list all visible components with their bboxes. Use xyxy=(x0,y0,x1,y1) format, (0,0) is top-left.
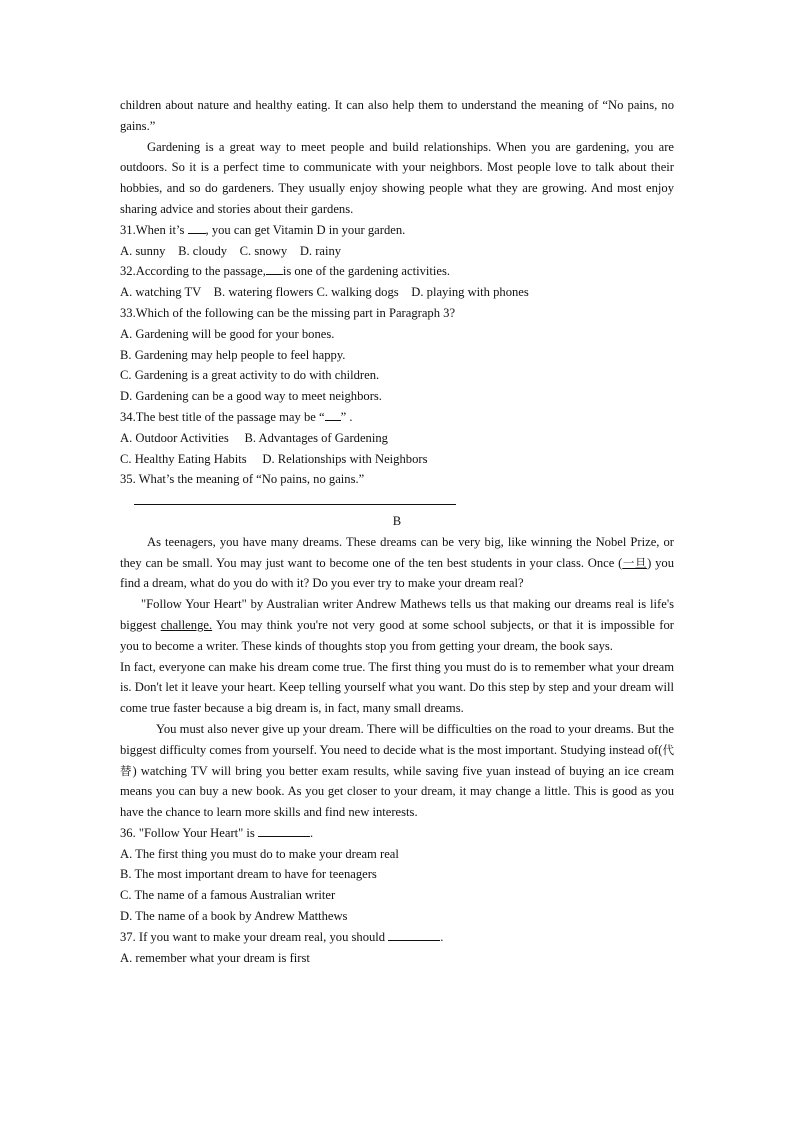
question-37-option-a: A. remember what your dream is first xyxy=(120,950,310,965)
passage-b-once-end: ) you find a dream, what do you do with it? Do you ever try to make your dream real? xyxy=(120,555,674,591)
passage-a-paragraph-end: children about nature and healthy eating. It can also help them to understand the meaning of “No pains, no gains.” xyxy=(120,98,674,133)
question-37-stem-end: . xyxy=(440,929,444,944)
question-36-stem: 36. "Follow Your Heart" is xyxy=(120,825,258,840)
question-35-answer-line xyxy=(120,490,674,511)
question-36-option-a: A. The first thing you must do to make your dream real xyxy=(120,846,399,861)
question-33-option-d: D. Gardening can be a good way to meet neighbors. xyxy=(120,389,382,404)
answer-blank xyxy=(258,823,310,837)
answer-blank xyxy=(325,407,341,421)
section-b-heading: B xyxy=(392,513,402,528)
answer-blank xyxy=(188,220,206,234)
question-32-stem-start: 32.According to the passage, xyxy=(120,264,266,279)
passage-b-paragraph-2-start: "Follow Your Heart" by Australian writer Andrew Mathews tells us that making our dreams real is life's biggest xyxy=(120,597,674,632)
passage-b-once-start: Once ( xyxy=(587,555,623,570)
question-36-stem-end: . xyxy=(309,825,314,840)
question-33-stem: 33.Which of the following can be the missing part in Paragraph 3? xyxy=(120,305,456,320)
question-32-stem-end: is one of the gardening activities. xyxy=(282,264,451,279)
question-33-option-a: A. Gardening will be good for your bones. xyxy=(120,326,335,341)
passage-a-paragraph-gardening: Gardening is a great way to meet people and build relationships. When you are gardening, you are outdoors. So it is a perfect time to communicate with your neighbors. Most people love to talk about their hobbies, and so do gardeners. They usually enjoy showing people what they are growing. And most enjoy sharing advice and stories about their gardens. xyxy=(120,139,674,216)
answer-rule xyxy=(134,504,456,505)
passage-b-paragraph-4 xyxy=(120,719,674,823)
question-31-stem-end: , you can get Vitamin D in your garden. xyxy=(205,222,406,237)
question-32-options: A. watching TV B. watering flowers C. walking dogs D. playing with phones xyxy=(120,285,529,300)
question-31-stem-start: 31.When it’s xyxy=(120,222,188,237)
question-33-option-b: B. Gardening may help people to feel happy. xyxy=(120,347,346,362)
question-33-option-c: C. Gardening is a great activity to do with children. xyxy=(120,368,380,383)
question-37 xyxy=(120,927,674,948)
question-34-options-cd: C. Healthy Eating Habits D. Relationships with Neighbors xyxy=(120,451,428,466)
passage-b-paragraph-1-text: As teenagers, you have many dreams. These dreams can be very big, like winning the Nobel Prize, or they can be small. You may just want to become one of the ten best students in your class. xyxy=(120,534,674,570)
chinese-gloss-yidan: 一旦 xyxy=(622,555,648,570)
question-34-stem-start: 34.The best title of the passage may be “ xyxy=(120,409,325,424)
passage-b-paragraph-2-end: You may think you're not very good at some school subjects, or that it is impossible for you to become a writer. These kinds of thoughts stop you from getting your dream, the book says. xyxy=(120,617,674,653)
question-31 xyxy=(120,220,674,241)
answer-blank xyxy=(388,927,440,941)
question-35-stem: 35. What’s the meaning of “No pains, no gains.” xyxy=(120,472,365,487)
chinese-gloss-daiti: 代替 xyxy=(120,742,674,778)
question-36 xyxy=(120,823,674,844)
question-34-options-ab: A. Outdoor Activities B. Advantages of Gardening xyxy=(120,430,388,445)
question-37-stem: 37. If you want to make your dream real, you should xyxy=(120,929,389,944)
question-34-stem-end: ” . xyxy=(340,409,353,424)
passage-b-paragraph-4-end: ) watching TV will bring you better exam results, while saving five yuan instead of buying an ice cream means you can buy a new book. As you get closer to your dream, it may change a little. This is good as you have the chance to learn more skills and find new interests. xyxy=(120,763,674,820)
question-34 xyxy=(120,407,674,428)
answer-blank xyxy=(266,261,283,275)
question-36-option-b: B. The most important dream to have for teenagers xyxy=(120,867,377,882)
underlined-word-challenge: challenge. xyxy=(160,617,213,632)
question-31-options: A. sunny B. cloudy C. snowy D. rainy xyxy=(120,243,342,258)
question-36-option-c: C. The name of a famous Australian writer xyxy=(120,888,336,903)
question-32 xyxy=(120,261,674,282)
passage-b-paragraph-3: In fact, everyone can make his dream come true. The first thing you must do is to remember what your dream is. Don't let it leave your heart. Keep telling yourself what you want. Do this step by step and your dream will come true faster because a big dream is, in fact, many small dreams. xyxy=(120,659,674,716)
question-36-option-d: D. The name of a book by Andrew Matthews xyxy=(120,909,348,924)
passage-b-paragraph-4-start: You must also never give up your dream. There will be difficulties on the road to your dreams. But the biggest difficulty comes from yourself. You need to decide what is the most important. Studying instead of( xyxy=(120,721,674,757)
passage-b-paragraph-1 xyxy=(120,532,674,594)
passage-b-paragraph-2 xyxy=(120,594,674,656)
document-page xyxy=(120,95,674,968)
